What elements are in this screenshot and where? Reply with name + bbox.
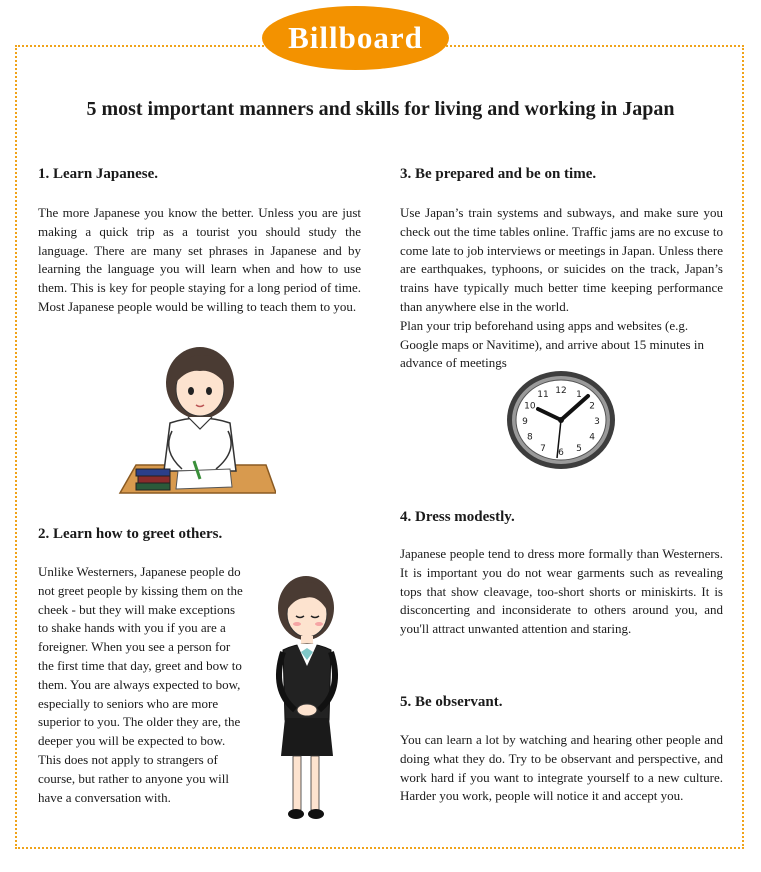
clock-numeral: 5 bbox=[576, 443, 582, 454]
section-4-text bbox=[400, 545, 723, 639]
clock-numeral: 12 bbox=[555, 386, 567, 396]
section-2-text bbox=[38, 563, 243, 807]
clock-numeral: 8 bbox=[526, 432, 533, 443]
section-5-heading: 5. Be observant. bbox=[400, 694, 503, 710]
wall-clock-illustration bbox=[505, 370, 617, 470]
clock-numeral: 10 bbox=[524, 401, 536, 412]
section-1-heading: 1. Learn Japanese. bbox=[38, 166, 158, 182]
section-3-text bbox=[400, 204, 723, 373]
clock-numeral: 4 bbox=[589, 432, 596, 443]
clock-numeral: 6 bbox=[558, 448, 564, 458]
section-4-paragraph: Japanese people tend to dress more formally than Westerners. It is important you do not wear garments such as revealing tops that show cleavage, too-short shorts or miniskirts. It is disconcerting and inconsiderate to others around you, and you'll attract unwanted attention and staring. bbox=[400, 546, 723, 637]
clock-numeral: 9 bbox=[522, 417, 528, 427]
billboard-badge: Billboard bbox=[262, 6, 449, 70]
section-3-paragraph-1: Use Japan’s train systems and subways, and make sure you check out the time tables online. Traffic jams are no excuse to come late to job interviews or meetings in Japan. Unless there are earthquakes, typhoons, or suicides on the track, Japan’s trains have typically much better time keeping performance than anywhere else in the world. bbox=[400, 205, 723, 314]
student-writing-illustration bbox=[118, 343, 276, 495]
clock-numeral: 7 bbox=[540, 443, 546, 454]
bowing-woman-illustration bbox=[265, 570, 347, 822]
section-3-paragraph-2: Plan your trip beforehand using apps and websites (e.g. Google maps or Navitime), and arrive about 15 minutes in advance of meetings bbox=[400, 317, 704, 371]
section-5-text bbox=[400, 731, 723, 806]
clock-numeral: 3 bbox=[594, 417, 600, 427]
section-5-paragraph: You can learn a lot by watching and hearing other people and doing what they do. Try to be observant and perspective, and work hard if you want to integrate yourself to a new culture. Harder you work, people will notice it and accept you. bbox=[400, 732, 723, 804]
clock-numeral: 1 bbox=[576, 390, 582, 401]
clock-numeral: 11 bbox=[537, 390, 549, 401]
clock-numeral: 2 bbox=[589, 401, 596, 412]
section-1-paragraph: The more Japanese you know the better. Unless you are just making a quick trip as a tourist you should study the language. There are many set phrases in Japanese and by learning the language you will learn when and how to use them. This is key for people staying for a long period of time. Most Japanese people would be willing to teach them to you. bbox=[38, 205, 361, 314]
section-3-heading: 3. Be prepared and be on time. bbox=[400, 166, 597, 182]
section-1-text bbox=[38, 204, 361, 317]
section-2-heading: 2. Learn how to greet others. bbox=[38, 526, 223, 542]
page-title: 5 most important manners and skills for living and working in Japan bbox=[86, 98, 675, 120]
section-2-paragraph: Unlike Westerners, Japanese people do not greet people by kissing them on the cheek - but they will make exceptions to shake hands with you if you are a foreigner. When you see a person for the first time that day, greet and bow to them. You are always expected to bow, especially to seniors who are more superior to you. The older they are, the deeper you will be expected to bow. This does not apply to strangers of course, but rather to anyone you will have a conversation with. bbox=[38, 564, 243, 805]
section-4-heading: 4. Dress modestly. bbox=[400, 509, 515, 525]
